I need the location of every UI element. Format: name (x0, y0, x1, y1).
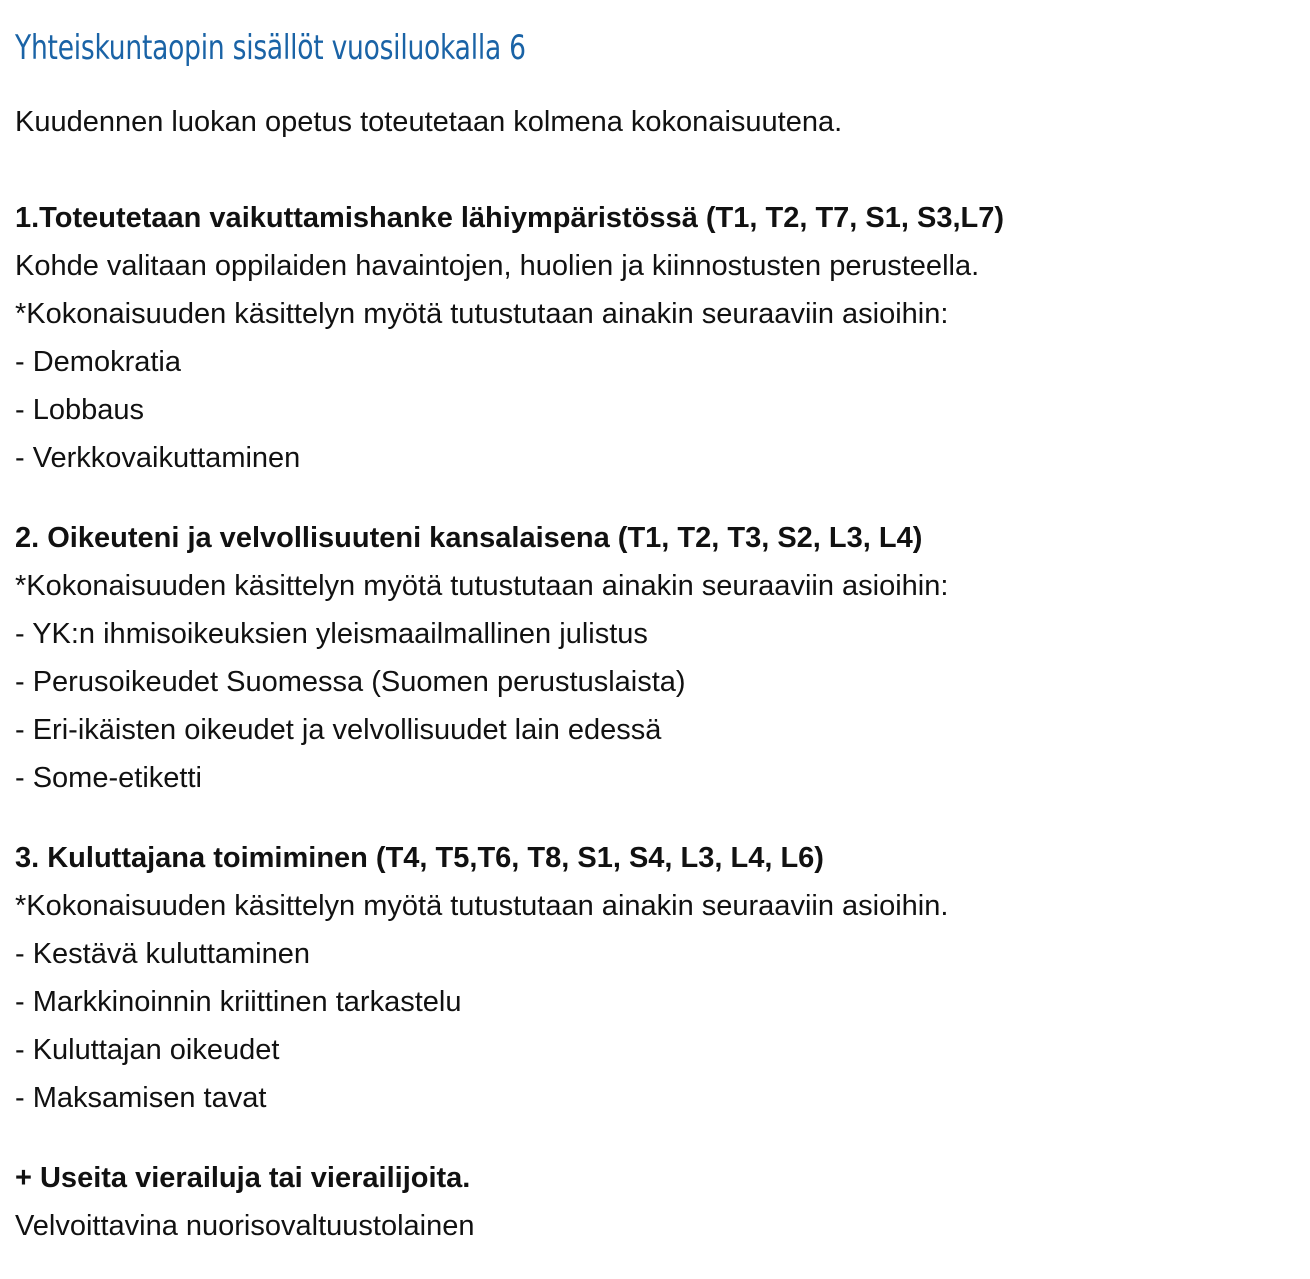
page-title: Yhteiskuntaopin sisällöt vuosiluokalla 6 (15, 28, 526, 68)
list-item: - YK:n ihmisoikeuksien yleismaailmallinen julistus (15, 618, 648, 650)
section-heading: 3. Kuluttajana toimiminen (T4, T5,T6, T8, S1, S4, L3, L4, L6) (15, 842, 824, 874)
section-oikeudet-velvollisuudet (15, 514, 948, 802)
topic-list (15, 338, 1004, 482)
section-heading: + Useita vierailuja tai vierailijoita. (15, 1162, 471, 1194)
topic-list (15, 610, 948, 802)
topic-list (15, 930, 948, 1122)
section-description: *Kokonaisuuden käsittelyn myötä tutustutaan ainakin seuraaviin asioihin: (15, 570, 949, 602)
section-vaikuttamishanke (15, 194, 1004, 482)
list-item: - Kestävä kuluttaminen (15, 938, 310, 970)
section-heading: 2. Oikeuteni ja velvollisuuteni kansalaisena (T1, T2, T3, S2, L3, L4) (15, 522, 923, 554)
list-item: - Verkkovaikuttaminen (15, 442, 301, 474)
section-vierailut (15, 1154, 474, 1250)
list-item: - Markkinoinnin kriittinen tarkastelu (15, 986, 462, 1018)
section-description: Velvoittavina nuorisovaltuustolainen (15, 1210, 475, 1242)
section-heading: 1.Toteutetaan vaikuttamishanke lähiympäristössä (T1, T2, T7, S1, S3,L7) (15, 202, 1005, 234)
list-item: - Lobbaus (15, 394, 144, 426)
intro-text: Kuudennen luokan opetus toteutetaan kolmena kokonaisuutena. (15, 106, 843, 138)
list-item: - Perusoikeudet Suomessa (Suomen perustuslaista) (15, 666, 686, 698)
section-kuluttajana-toimiminen (15, 834, 948, 1122)
section-description: *Kokonaisuuden käsittelyn myötä tutustutaan ainakin seuraaviin asioihin. (15, 890, 949, 922)
list-item: - Demokratia (15, 346, 181, 378)
list-item: - Kuluttajan oikeudet (15, 1034, 280, 1066)
list-item: - Maksamisen tavat (15, 1082, 267, 1114)
section-description: Kohde valitaan oppilaiden havaintojen, huolien ja kiinnostusten perusteella. (15, 250, 980, 282)
list-item: - Eri-ikäisten oikeudet ja velvollisuudet lain edessä (15, 714, 662, 746)
list-item: - Some-etiketti (15, 762, 202, 794)
section-description: *Kokonaisuuden käsittelyn myötä tutustutaan ainakin seuraaviin asioihin: (15, 298, 949, 330)
